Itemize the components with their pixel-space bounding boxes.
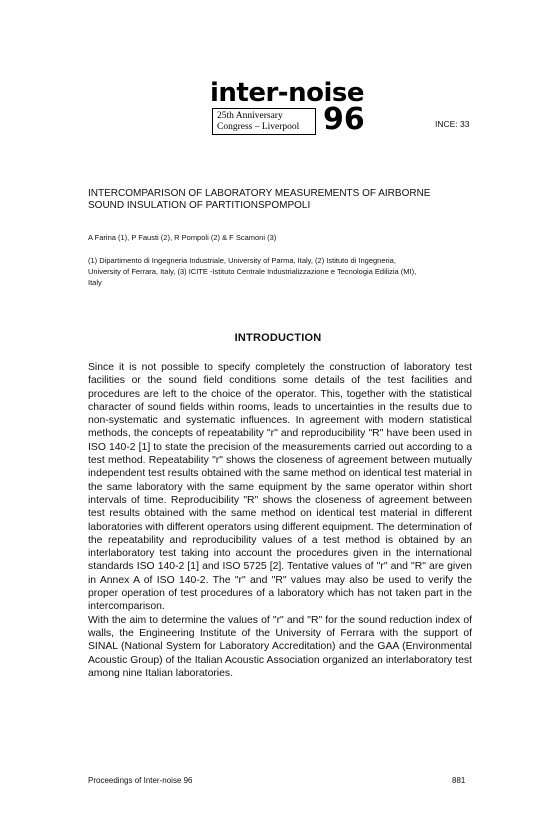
conference-logo	[210, 80, 370, 136]
page-number: 881	[452, 776, 466, 785]
paper-affiliations: (1) Dipartimento di Ingegneria Industriale, University of Parma, Italy, (2) Istituto di Ingegneria, University of Ferrara, Italy, (3) ICITE -Istituto Centrale Industrializzazione e Tecnologia Edilizia (MI), Italy	[88, 256, 417, 287]
section-heading: INTRODUCTION	[234, 332, 322, 344]
paper-title: INTERCOMPARISON OF LABORATORY MEASUREMENTS OF AIRBORNE SOUND INSULATION OF PARTITIONSPOMPOLI	[88, 188, 431, 211]
paragraph-1: Since it is not possible to specify completely the construction of laboratory test facilities or the sound field conditions some details of the test facilities and procedures are left to the choice of the operator. This, together with the statistical character of sound fields within rooms, leads to uncertainties in the results due to non-systematic and systematic influences. In agreement with modern statistical methods, the concepts of repeatability "r" and reproducibility "R" have been used in ISO 140-2 [1] to state the precision of the measurements carried out according to a test method. Repeatability "r" shows the closeness of agreement between mutually independent test results obtained with the same method on identical test material in the same laboratory with the same equipment by the same operator within short intervals of time. Reproducibility "R" shows the closeness of agreement between test results obtained with the same method on identical test material in different laboratories with different operators using different equipment. The determination of the repeatability and reproducibility values of a test method is obtained by an interlaboratory test taking into account the procedures given in the international standards ISO 140-2 [1] and ISO 5725 [2]. Tentative values of "r" and "R" are given in Annex A of ISO 140-2. The "r" and "R" values may also be used to verify the proper operation of test procedures of a laboratory which has not taken part in the intercomparison.	[88, 362, 472, 613]
logo-year: 96	[323, 102, 365, 137]
paper-authors: A Farina (1), P Fausti (2), R Pompoli (2) & F Scamoni (3)	[88, 233, 277, 242]
logo-line-2: Congress – Liverpool	[217, 122, 300, 132]
footer-proceedings: Proceedings of Inter-noise 96	[88, 776, 193, 785]
logo-wordmark: inter-noise	[210, 78, 364, 108]
logo-line-1: 25th Anniversary	[217, 111, 283, 121]
paper-code: INCE: 33	[435, 119, 470, 129]
paragraph-2: With the aim to determine the values of "r" and "R" for the sound reduction index of walls, the Engineering Institute of the University of Ferrara with the support of SINAL (National System for Laboratory Accreditation) and the GAA (Environmental Acoustic Group) of the Italian Acoustic Association organized an interlaboratory test among nine Italian laboratories.	[88, 614, 472, 679]
body-text	[88, 361, 472, 680]
logo-anniversary-box	[212, 108, 316, 135]
